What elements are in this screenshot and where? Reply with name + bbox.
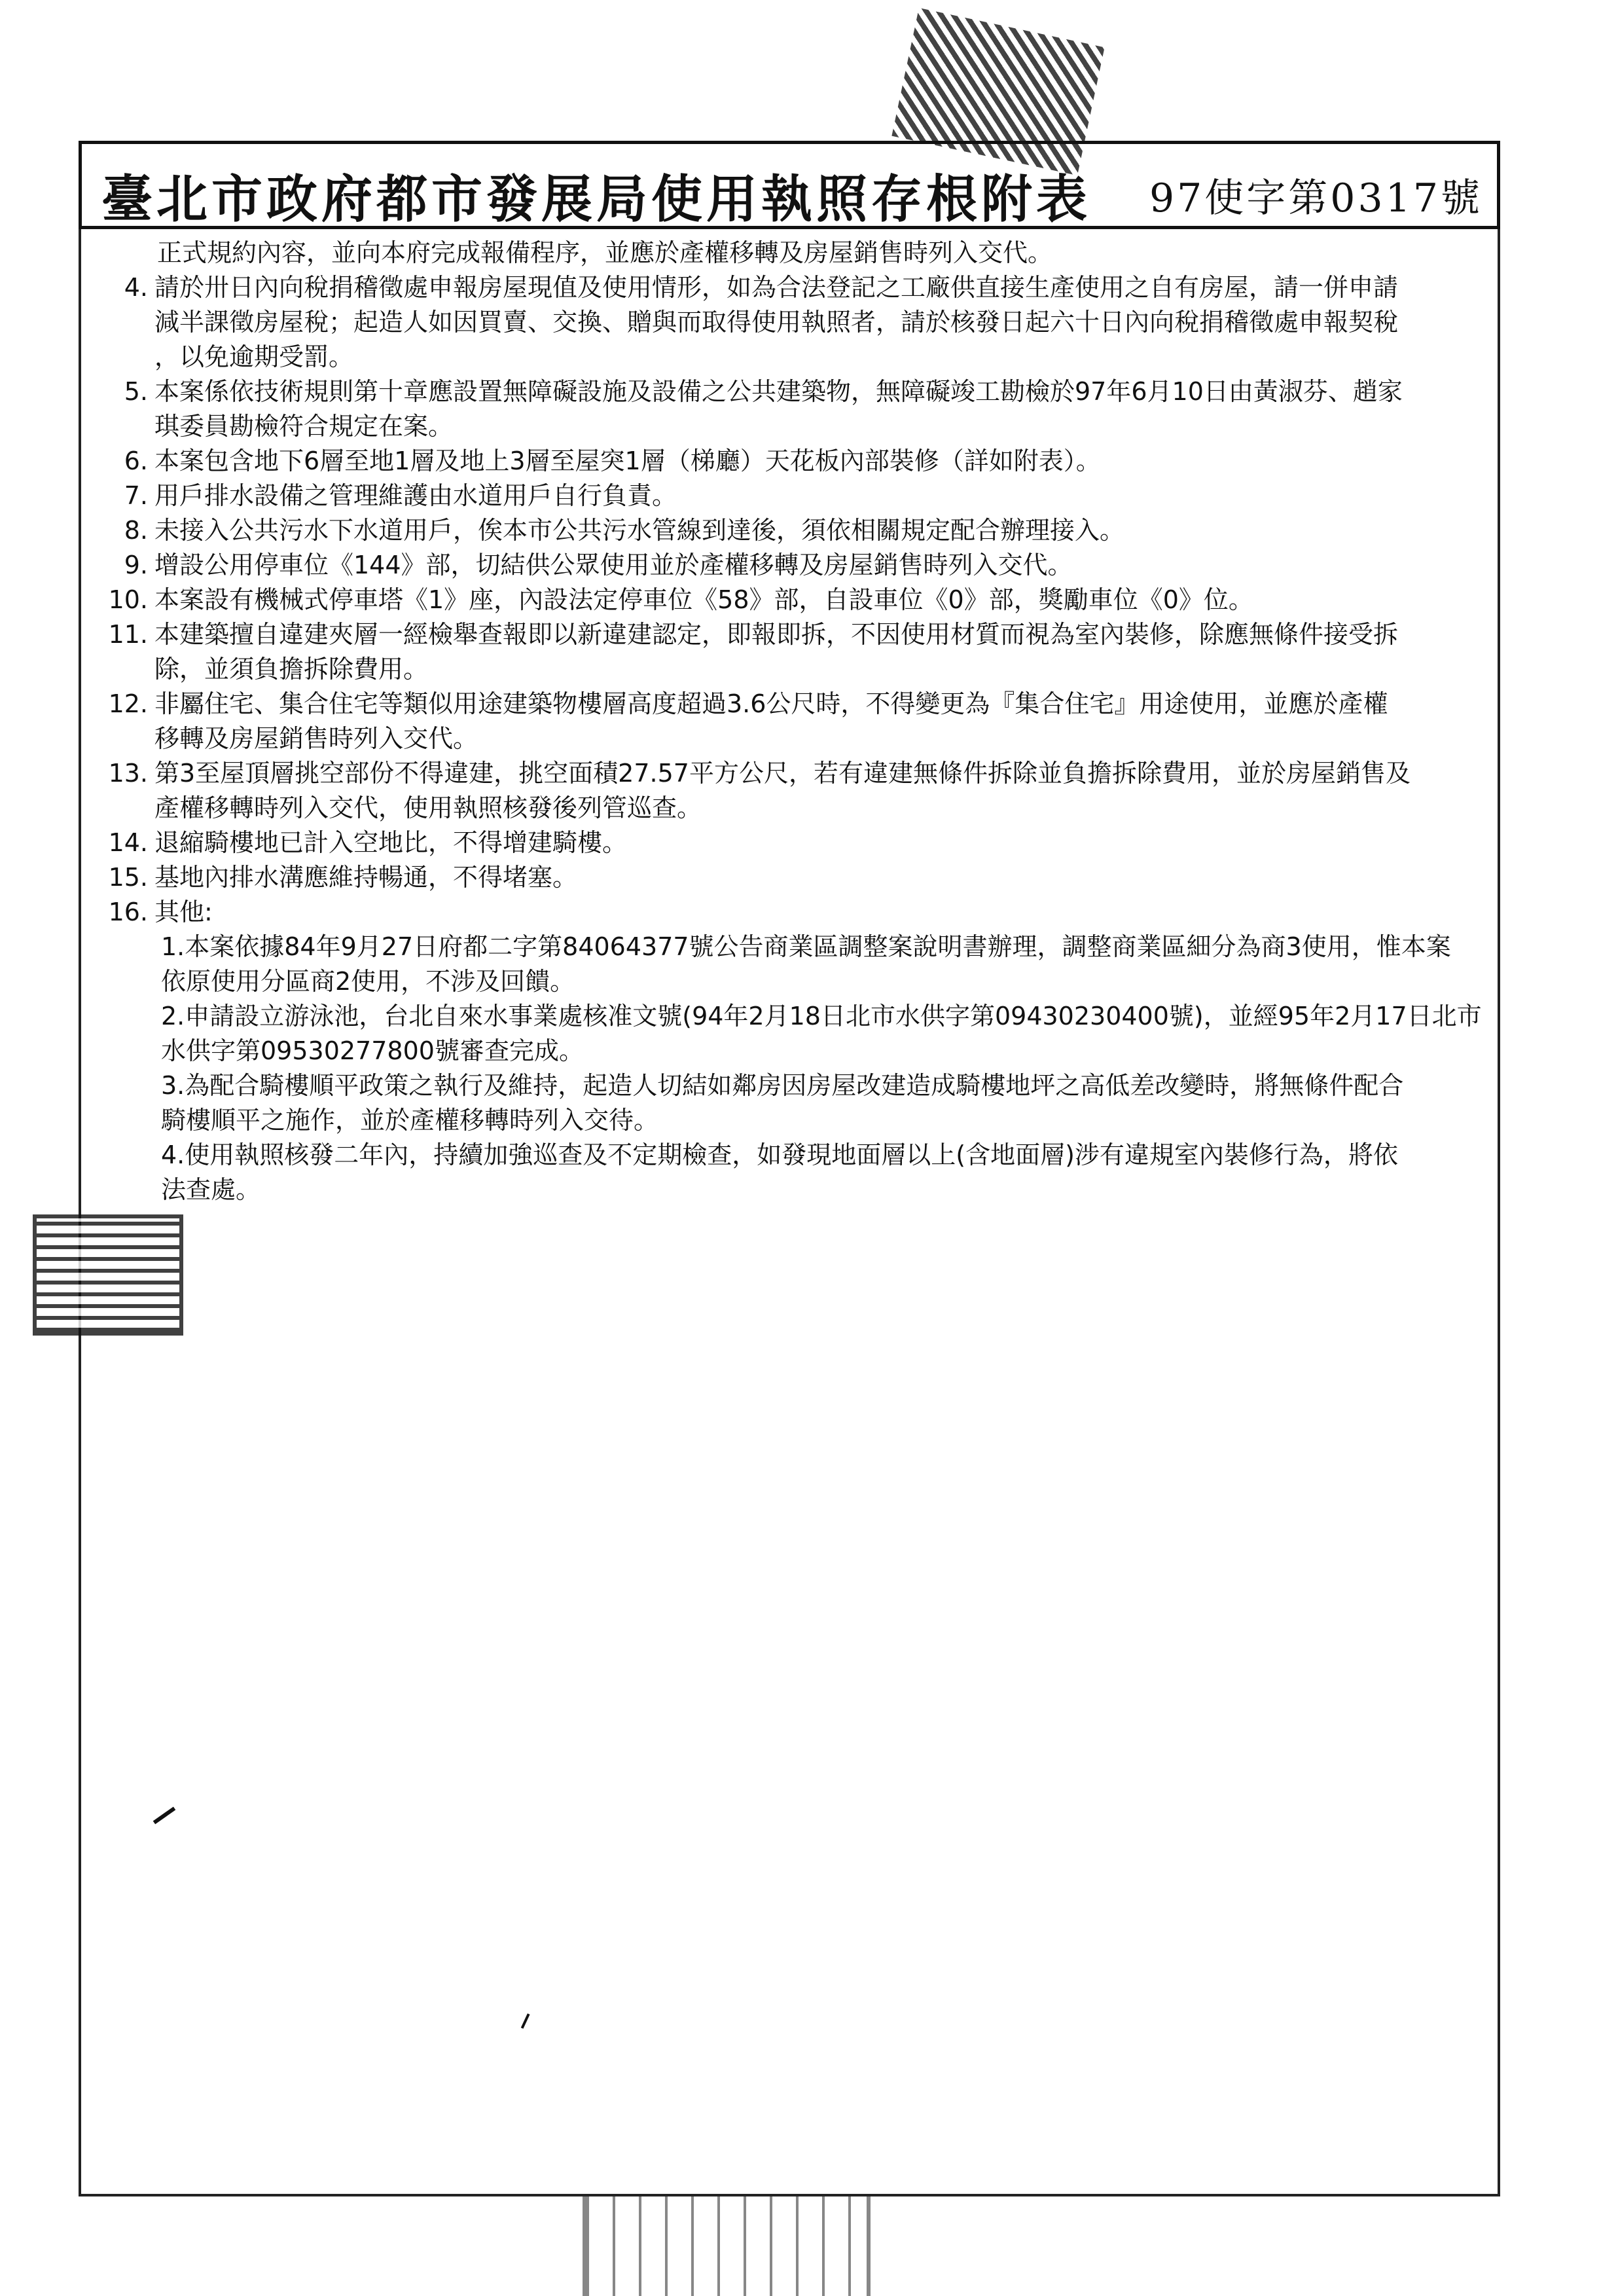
item-number: 15. (108, 863, 148, 892)
other-item-line: 騎樓順平之施作，並於產權移轉時列入交待。 (161, 1106, 659, 1135)
list-item-line (98, 340, 1492, 374)
item-number: 9. (124, 551, 148, 579)
document-body (98, 236, 1492, 1207)
item-number: 10. (108, 585, 148, 614)
item-number (98, 652, 154, 687)
item-number (98, 305, 154, 340)
item-number: 11. (108, 620, 148, 649)
list-item-line (98, 721, 1492, 756)
other-item-line: 水供字第09530277800號審查完成。 (161, 1036, 584, 1065)
list-item-line (98, 791, 1492, 826)
list-item-line (98, 652, 1492, 687)
item-text: 其他: (154, 898, 213, 926)
item-text: 退縮騎樓地已計入空地比，不得增建騎樓。 (154, 828, 628, 857)
item-number: 12. (108, 689, 148, 718)
list-item-line (98, 270, 1492, 305)
item-text: 琪委員勘檢符合規定在案。 (154, 412, 454, 441)
permit-number: 97使字第0317號 (1149, 175, 1483, 221)
list-item-line (98, 756, 1492, 791)
item-number: 7. (124, 481, 148, 510)
list-item-line (98, 617, 1492, 652)
list-item-line (98, 583, 1492, 617)
item-text: 未接入公共污水下水道用戶，俟本市公共污水管線到達後，須依相關規定配合辦理接入。 (154, 516, 1125, 545)
list-item-line (98, 409, 1492, 444)
item-text: 非屬住宅、集合住宅等類似用途建築物樓層高度超過3.6公尺時，不得變更為『集合住宅』用途使用，並應於產權 (154, 689, 1388, 718)
item-text: 本案設有機械式停車塔《1》座，內設法定停車位《58》部，自設車位《0》部，獎勵車位《0》位。 (154, 585, 1253, 614)
item-number: 8. (124, 516, 148, 545)
list-item-line (98, 895, 1492, 930)
list-item-line (98, 374, 1492, 409)
document-title: 臺北市政府都市發展局使用執照存根附表 (101, 170, 1092, 229)
official-seal-left (33, 1214, 183, 1336)
item-number: 14. (108, 828, 148, 857)
item-text: 移轉及房屋銷售時列入交代。 (154, 724, 478, 753)
list-item-line (98, 479, 1492, 513)
other-items (98, 930, 1492, 1207)
list-item-line (98, 513, 1492, 548)
item-number: 4. (124, 273, 148, 302)
item-text: 除，並須負擔拆除費用。 (154, 655, 429, 683)
item-number: 13. (108, 759, 148, 788)
item-text: ，以免逾期受罰。 (154, 342, 354, 371)
other-item-line: 2.申請設立游泳池，台北自來水事業處核准文號(94年2月18日北市水供字第09430230400號)，並經95年2月17日北市 (161, 1002, 1482, 1030)
list-item-line (98, 860, 1492, 895)
document-header (79, 141, 1500, 229)
list-item-line (98, 826, 1492, 860)
item-text: 請於卅日內向稅捐稽徵處申報房屋現值及使用情形，如為合法登記之工廠供直接生產使用之自有房屋，請一併申請 (154, 273, 1399, 302)
item-text: 基地內排水溝應維持暢通，不得堵塞。 (154, 863, 578, 892)
item-number: 16. (108, 898, 148, 926)
intro-line: 正式規約內容，並向本府完成報備程序，並應於產權移轉及房屋銷售時列入交代。 (157, 238, 1053, 267)
item-text: 增設公用停車位《144》部，切結供公眾使用並於產權移轉及房屋銷售時列入交代。 (154, 551, 1073, 579)
item-text: 減半課徵房屋稅；起造人如因買賣、交換、贈與而取得使用執照者，請於核發日起六十日內向稅捐稽徵處申報契稅 (154, 308, 1399, 337)
item-number (98, 791, 154, 826)
other-item-line: 3.為配合騎樓順平政策之執行及維持，起造人切結如鄰房因房屋改建造成騎樓地坪之高低差改變時，將無條件配合 (161, 1071, 1404, 1100)
list-item-line (98, 548, 1492, 583)
numbered-items (98, 270, 1492, 930)
other-item-line: 4.使用執照核發二年內，持續加強巡查及不定期檢查，如發現地面層以上(含地面層)涉有違規室內裝修行為，將依 (161, 1140, 1398, 1169)
item-text: 本建築擅自違建夾層一經檢舉查報即以新違建認定，即報即拆，不因使用材質而視為室內裝修，除應無條件接受拆 (154, 620, 1399, 649)
list-item-line (98, 305, 1492, 340)
item-number (98, 721, 154, 756)
item-text: 本案包含地下6層至地1層及地上3層至屋突1層（梯廳）天花板內部裝修（詳如附表）。 (154, 446, 1101, 475)
other-item-line: 依原使用分區商2使用，不涉及回饋。 (161, 967, 575, 996)
item-number (98, 340, 154, 374)
other-item-line: 法查處。 (161, 1175, 261, 1204)
list-item-line (98, 687, 1492, 721)
item-number (98, 409, 154, 444)
item-number: 5. (124, 377, 148, 406)
item-text: 第3至屋頂層挑空部份不得違建，挑空面積27.57平方公尺，若有違建無條件拆除並負擔拆除費用，並於房屋銷售及 (154, 759, 1411, 788)
list-item-line (98, 444, 1492, 479)
item-text: 產權移轉時列入交代，使用執照核發後列管巡查。 (154, 793, 702, 822)
item-text: 本案係依技術規則第十章應設置無障礙設施及設備之公共建築物，無障礙竣工勘檢於97年6月10日由黃淑芬、趙家 (154, 377, 1403, 406)
item-number: 6. (124, 446, 148, 475)
official-seal-bottom (583, 2196, 871, 2296)
other-item-line: 1.本案依據84年9月27日府都二字第84064377號公告商業區調整案說明書辦理，調整商業區細分為商3使用，惟本案 (161, 932, 1451, 961)
item-text: 用戶排水設備之管理維護由水道用戶自行負責。 (154, 481, 677, 510)
